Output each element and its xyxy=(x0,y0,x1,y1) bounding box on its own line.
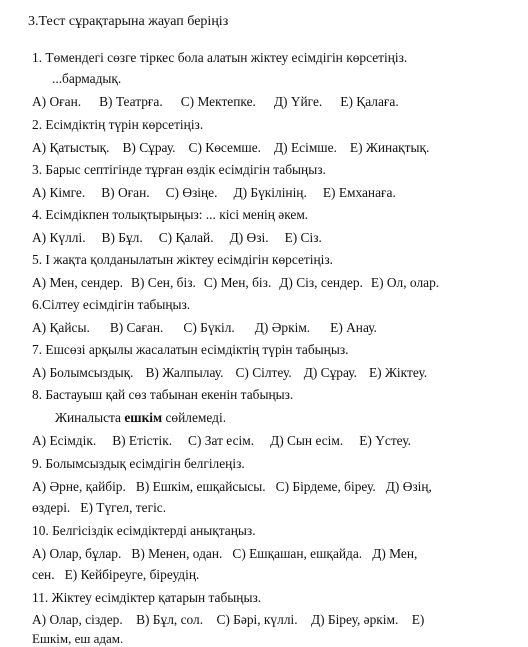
option-b: В) Жалпылау. xyxy=(145,365,224,380)
option-d: Д) Сұрау. xyxy=(303,365,357,380)
question-3-options xyxy=(32,185,396,201)
option-b: В) Сен, біз. xyxy=(131,275,196,290)
option-c: С) Өзіңе. xyxy=(165,185,218,200)
option-c: С) Мектепке. xyxy=(180,94,256,109)
question-7: 7. Ешсөзі арқылы жасалатын есімдіктің түрін табыңыз. xyxy=(32,342,349,357)
option-d: Д) Бүкілінің. xyxy=(233,185,307,200)
question-2-options xyxy=(32,140,429,156)
option-d: Д) Үйге. xyxy=(273,94,323,109)
option-a: А) Қайсы. xyxy=(32,320,90,335)
question-1-phrase: ...бармадық. xyxy=(52,71,122,86)
question-10-options-line-1: А) Олар, бұлар. В) Менен, одан. С) Ешқашан, ешқайда. Д) Мен, xyxy=(32,546,418,561)
option-d: Д) Әркім. xyxy=(254,320,311,335)
question-9-options-line-1: А) Әрне, қайбір. В) Ешкім, ешқайсысы. С) Бірдеме, біреу. Д) Өзің, xyxy=(32,479,432,494)
option-e: Е) Емханаға. xyxy=(322,185,396,200)
question-7-options xyxy=(32,365,427,381)
option-d: Д) Өзі. xyxy=(229,230,269,245)
option-b: В) Оған. xyxy=(101,185,150,200)
question-5: 5. І жақта қолданылатын жіктеу есімдігін көрсетіңіз. xyxy=(32,252,333,267)
option-b: В) Бұл. xyxy=(101,230,143,245)
question-6-options xyxy=(32,320,377,336)
question-11-options-line-1: А) Олар, сіздер. В) Бұл, сол. С) Бәрі, күллі. Д) Біреу, әркім. Е) xyxy=(32,612,425,627)
question-5-options xyxy=(32,275,439,291)
question-8-sentence xyxy=(55,410,226,426)
option-d: Д) Есімше. xyxy=(274,140,337,155)
option-d: Д) Сын есім. xyxy=(270,433,344,448)
question-11-options-line-2: Ешкім, еш адам. xyxy=(32,631,124,646)
section-heading: 3.Тест сұрақтарына жауап беріңіз xyxy=(28,14,229,29)
option-b: В) Сұрау. xyxy=(122,140,176,155)
option-a: А) Есімдік. xyxy=(32,433,97,448)
option-e: Е) Анау. xyxy=(330,320,377,335)
option-c: С) Мен, біз. xyxy=(203,275,272,290)
question-1-options xyxy=(32,94,399,110)
option-e: Е) Ол, олар. xyxy=(370,275,440,290)
option-e: Е) Жинақтық. xyxy=(349,140,430,155)
option-b: В) Театрға. xyxy=(99,94,163,109)
question-10-options-line-2: сен. Е) Кейбіреуге, біреудің. xyxy=(32,567,200,582)
sentence-bold-word: ешкім xyxy=(124,410,163,425)
option-c: С) Зат есім. xyxy=(188,433,255,448)
option-a: А) Оған. xyxy=(32,94,82,109)
option-e: Е) Сіз. xyxy=(284,230,322,245)
option-b: В) Саған. xyxy=(109,320,164,335)
question-2: 2. Есімдіктің түрін көрсетіңіз. xyxy=(32,117,204,132)
question-3: 3. Барыс септігінде тұрған өздік есімдігін табыңыз. xyxy=(32,162,326,177)
question-11: 11. Жіктеу есімдіктер қатарын табыңыз. xyxy=(32,590,262,605)
option-c: С) Бүкіл. xyxy=(183,320,235,335)
question-4: 4. Есімдікпен толықтырыңыз: ... кісі менің әкем. xyxy=(32,207,309,222)
option-a: А) Күллі. xyxy=(32,230,86,245)
option-e: Е) Үстеу. xyxy=(359,433,411,448)
option-c: С) Көсемше. xyxy=(188,140,262,155)
option-a: А) Болымсыздық. xyxy=(32,365,134,380)
option-c: С) Сілтеу. xyxy=(235,365,292,380)
option-c: С) Қалай. xyxy=(158,230,214,245)
option-a: А) Мен, сендер. xyxy=(32,275,124,290)
question-1: 1. Төмендегі сөзге тіркес бола алатын жіктеу есімдігін көрсетіңіз. xyxy=(32,50,408,65)
option-b: В) Етістік. xyxy=(112,433,173,448)
question-4-options xyxy=(32,230,322,246)
option-e: Е) Қалаға. xyxy=(340,94,399,109)
question-8: 8. Бастауыш қай сөз табынан екенін табыңыз. xyxy=(32,387,294,402)
option-a: А) Кімге. xyxy=(32,185,86,200)
question-8-options xyxy=(32,433,411,449)
question-9: 9. Болымсыздық есімдігін белгілеңіз. xyxy=(32,456,245,471)
option-d: Д) Сіз, сендер. xyxy=(279,275,363,290)
option-a: А) Қатыстық. xyxy=(32,140,110,155)
option-e: Е) Жіктеу. xyxy=(368,365,428,380)
sentence-part: сөйлемеді. xyxy=(162,410,227,425)
sentence-part: Жиналыста xyxy=(55,410,125,425)
question-9-options-line-2: өздері. Е) Түгел, тегіс. xyxy=(32,500,167,515)
question-6: 6.Сілтеу есімдігін табыңыз. xyxy=(32,297,191,312)
question-10: 10. Белгісіздік есімдіктерді анықтаңыз. xyxy=(32,523,256,538)
